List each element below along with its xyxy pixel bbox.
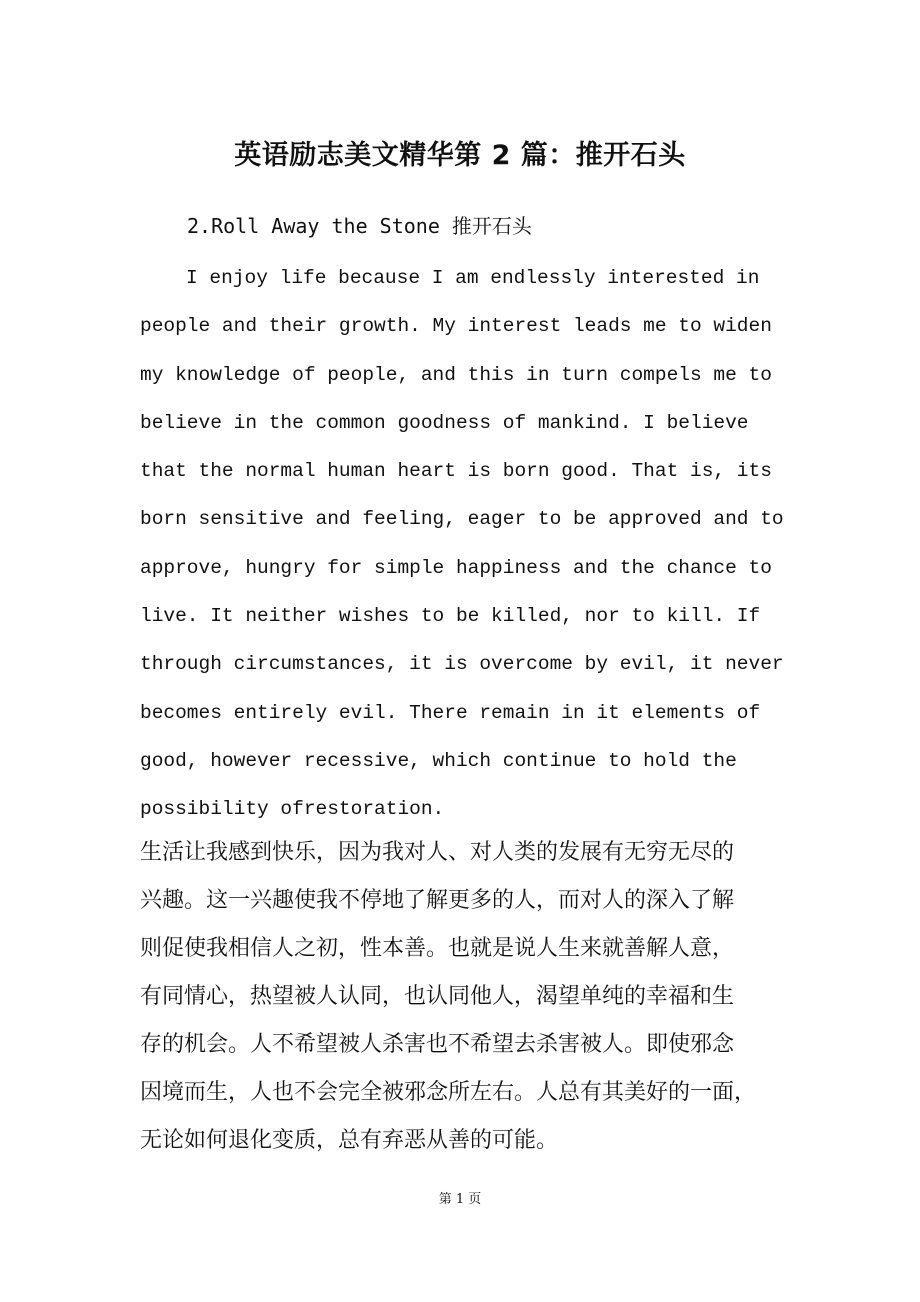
english-line: good, however recessive, which continue to hold the	[140, 749, 737, 772]
chinese-line: 则促使我相信人之初，性本善。也就是说人生来就善解人意，	[140, 936, 735, 961]
english-line: possibility ofrestoration.	[140, 798, 445, 821]
english-line: becomes entirely evil. There remain in it elements of	[140, 701, 761, 724]
chinese-line: 生活让我感到快乐，因为我对人、对人类的发展有无穷无尽的	[140, 840, 735, 865]
chinese-line: 因境而生，人也不会完全被邪念所左右。人总有其美好的一面，	[140, 1080, 757, 1105]
section-heading: 2.Roll Away the Stone 推开石头	[187, 214, 532, 238]
chinese-line: 存的机会。人不希望被人杀害也不希望去杀害被人。即使邪念	[140, 1032, 735, 1057]
chinese-paragraph	[140, 833, 790, 1169]
english-line: live. It neither wishes to be killed, nor to kill. If	[140, 605, 761, 628]
english-line: my knowledge of people, and this in turn compels me to	[140, 363, 772, 386]
chinese-line: 无论如何退化变质，总有弃恶从善的可能。	[140, 1128, 559, 1153]
document-title: 英语励志美文精华第 2 篇：推开石头	[234, 140, 686, 171]
english-line: that the normal human heart is born good. That is, its	[140, 460, 772, 483]
english-line: approve, hungry for simple happiness and the chance to	[140, 556, 772, 579]
english-line: born sensitive and feeling, eager to be approved and to	[140, 508, 784, 531]
chinese-line: 有同情心，热望被人认同，也认同他人，渴望单纯的幸福和生	[140, 984, 735, 1009]
chinese-line: 兴趣。这一兴趣使我不停地了解更多的人，而对人的深入了解	[140, 888, 735, 913]
page-number: 第 1 页	[438, 1192, 482, 1207]
english-paragraph	[140, 260, 800, 840]
english-line: believe in the common goodness of mankind. I believe	[140, 411, 749, 434]
english-line: people and their growth. My interest leads me to widen	[140, 315, 772, 338]
english-line: I enjoy life because I am endlessly interested in	[186, 267, 760, 289]
english-line: through circumstances, it is overcome by evil, it never	[140, 653, 784, 676]
